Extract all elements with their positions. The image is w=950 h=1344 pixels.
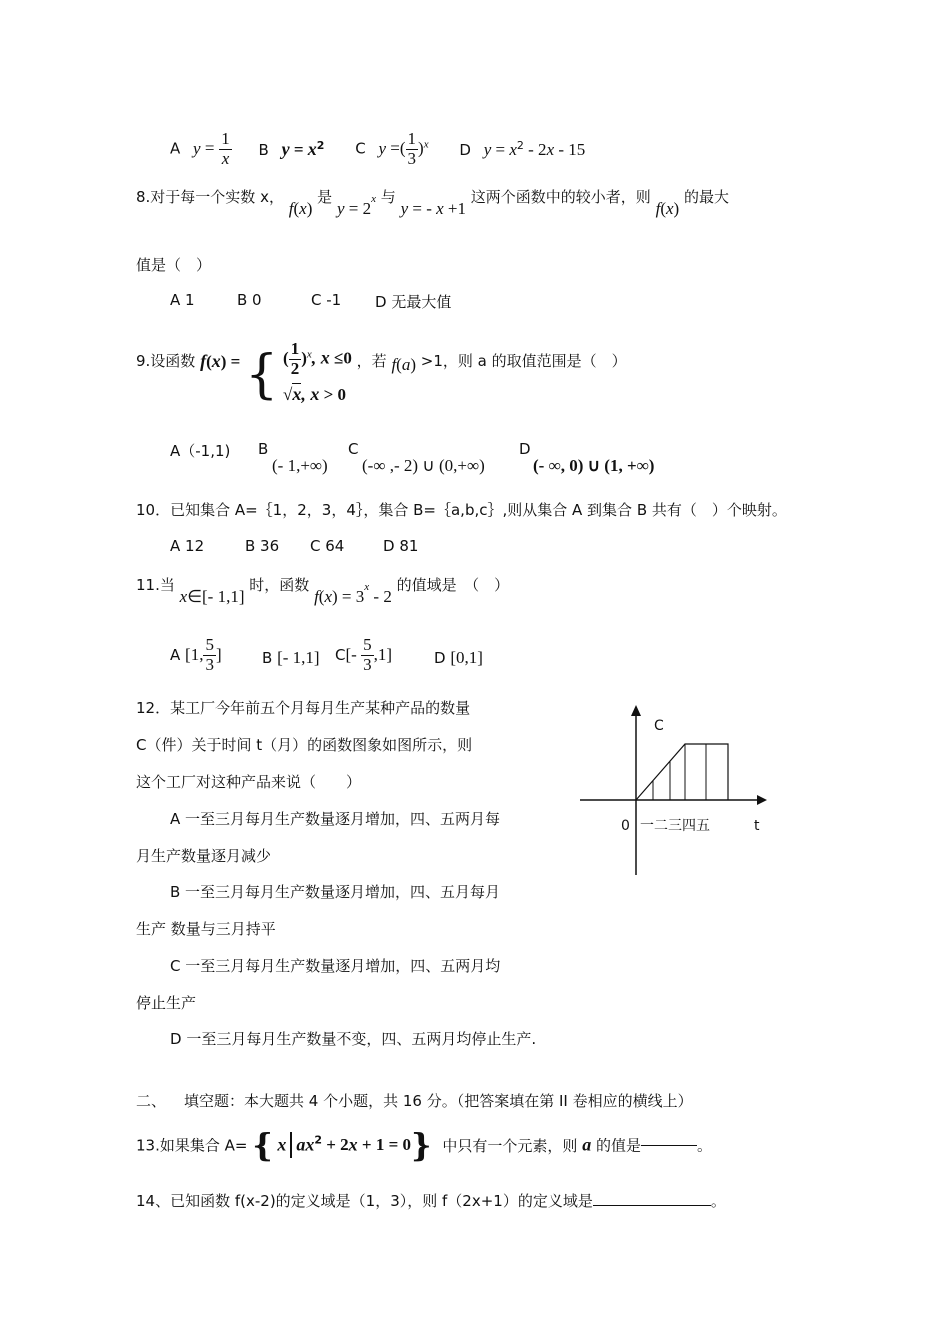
q9-option-c: C (-∞ ,- 2) ∪ (0,+∞) (348, 440, 485, 475)
q9-piecewise-function: f(x) = (200, 350, 241, 371)
q9-option-d: D (- ∞, 0) ∪ (1, +∞) (519, 440, 655, 475)
q14-stem: 14、已知函数 f(x-2)的定义域是（1，3），则 f（2x+1）的定义域是 。 (136, 1192, 726, 1210)
q10-option-c: C 64 (310, 537, 345, 555)
q7-options (170, 130, 585, 168)
q10-option-d: D 81 (383, 537, 419, 555)
q12-option-b-line1: B 一至三月每月生产数量逐月增加，四、五月每月 (170, 883, 501, 901)
q11-option-d: D [0,1] (434, 648, 483, 667)
q13-stem: 13.如果集合 A= { x $ax^2 + 2x + 1 = 0$} 中只有一个元素，则 a 的值是 。 (136, 1126, 712, 1164)
x-axis-arrow (757, 795, 767, 805)
q10-stem: 10．已知集合 A=｛1，2，3，4｝，集合 B=｛a,b,c｝,则从集合 A 到集合 B 共有（ ）个映射。 (136, 501, 787, 519)
q8-stem: 8.对于每一个实数 x， f(x) 是 $y = 2^x$ 与 y = - x +1 这两个函数中的较小者，则 f(x) 的最大 (136, 188, 729, 218)
q11-option-c: C[- $\frac{5}{3}$ ,1] (335, 635, 392, 674)
q10-option-b: B 36 (245, 537, 280, 555)
q12-stem-line1: 12．某工厂今年前五个月每月生产某种产品的数量 (136, 699, 471, 717)
q11-stem: 11.当 x∈[- 1,1] 时，函数 $f(x) = 3^x - 2$ 的值域是 （ ） (136, 576, 510, 606)
y-axis-arrow (631, 705, 641, 716)
q11-option-a: A [1, $\frac{5}{3}$ ] (170, 635, 222, 674)
q9-option-a: A（-1,1) (170, 442, 231, 460)
q12-stem-line2: C（件）关于时间 t（月）的函数图象如图所示，则 (136, 736, 473, 754)
q11-option-b: B [- 1,1] (262, 648, 320, 667)
production-line (636, 744, 728, 800)
q12-option-b-line2: 生产 数量与三月持平 (136, 920, 276, 938)
q12-option-a-line2: 月生产数量逐月减少 (136, 847, 272, 865)
q12-option-a-line1: A 一至三月每月生产数量逐月增加，四、五两月每 (170, 810, 501, 828)
q7-option-c: C y =( $\frac{1}{3}$ )$^x$ (355, 129, 429, 168)
q8-option-a: A 1 (170, 291, 195, 309)
origin-label: 0 (621, 818, 630, 834)
q8-option-d: D 无最大值 (375, 293, 452, 311)
q7-option-b: B $y = x^2$ (258, 138, 325, 159)
month-labels: 一二三四五 (640, 818, 710, 834)
q8-stem-line2: 值是（ ） (136, 256, 212, 274)
q12-option-c-line1: C 一至三月每月生产数量逐月增加，四、五两月均 (170, 957, 501, 975)
q12-stem-line3: 这个工厂对这种产品来说（ ） (136, 773, 362, 791)
y-axis-label: C (654, 718, 664, 734)
q14-answer-blank[interactable] (593, 1205, 711, 1206)
q12-option-c-line2: 停止生产 (136, 994, 197, 1012)
q13-answer-blank[interactable] (641, 1145, 697, 1146)
x-axis-label: t (754, 818, 760, 834)
q9-option-b: B (- 1,+∞) (258, 440, 328, 475)
q10-option-a: A 12 (170, 537, 205, 555)
section-2-number: 二、 (136, 1092, 167, 1110)
q12-option-d: D 一至三月每月生产数量不变，四、五两月均停止生产. (170, 1030, 537, 1048)
q8-option-c: C -1 (311, 291, 342, 309)
production-graph (575, 700, 775, 880)
q7-option-a: A y = $\frac{1}{x}$ (170, 129, 230, 168)
section-2-heading: 填空题：本大题共 4 个小题，共 16 分。（把答案填在第 II 卷相应的横线上） (184, 1092, 693, 1110)
q9-stem: 9.设函数 f(x) = { ( $\frac{1}{2}$ )$^x$, x ≤0 √x, x > 0 ，若 f(a) >1，则 a 的取值范围是（ ） (136, 339, 627, 406)
q8-option-b: B 0 (237, 291, 262, 309)
q7-option-d: D $y = x^2 - 2x - 15$ (459, 138, 586, 159)
